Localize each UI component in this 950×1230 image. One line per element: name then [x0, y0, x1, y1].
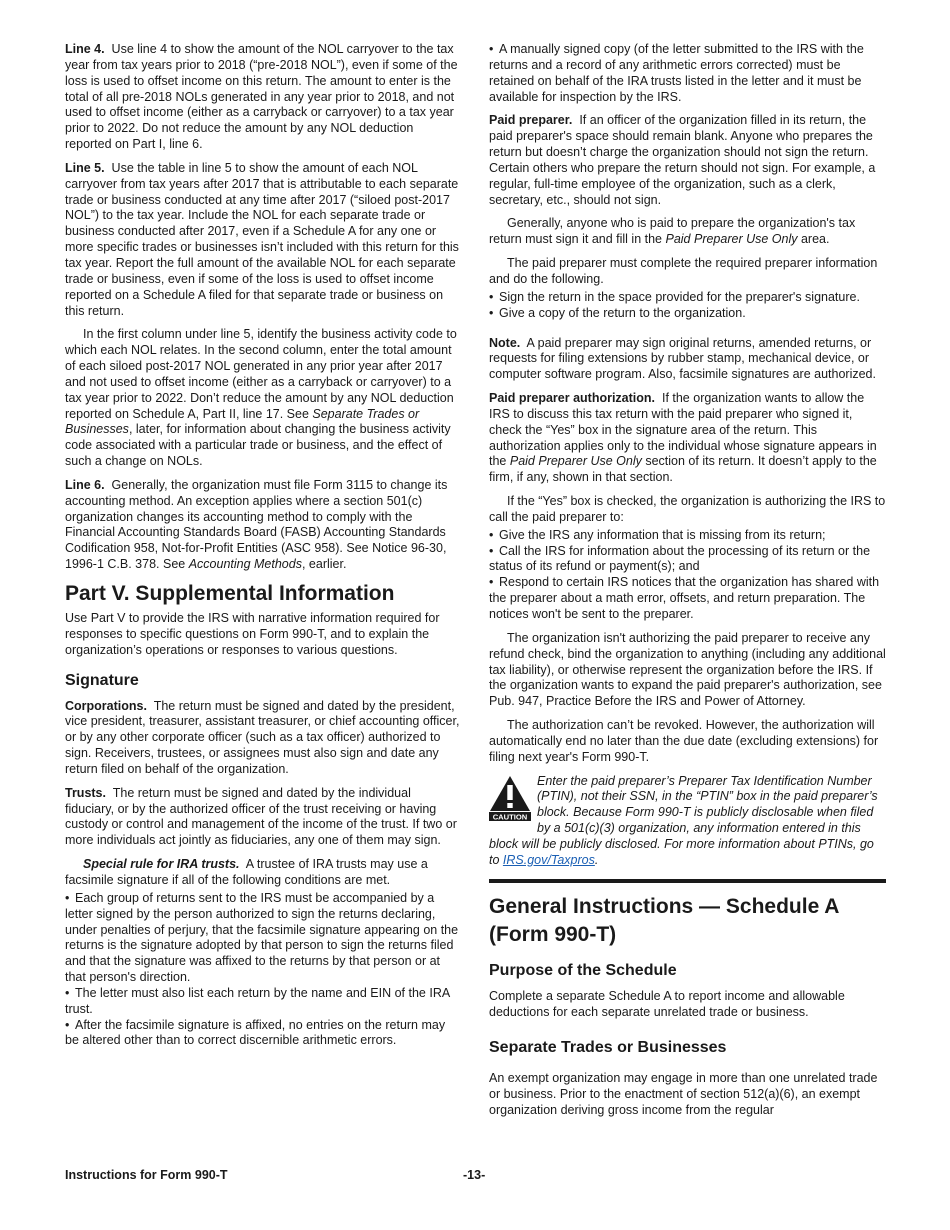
ppa-bullet-1: • Give the IRS any information that is missing from its return; — [489, 528, 886, 544]
purpose-paragraph: Complete a separate Schedule A to report income and allowable deductions for each separate unrelated trade or business. — [489, 988, 845, 1019]
caution-box — [489, 774, 886, 869]
line6-tail: , earlier. — [301, 557, 347, 572]
paid-preparer-heading: Paid preparer. — [489, 113, 573, 128]
ppa-paragraph — [489, 391, 886, 486]
ira-bullet-3: • After the facsimile signature is affixed, no entries on the return may be altered other than to correct discernible arithmetic errors. — [65, 1018, 462, 1050]
ira-text: A trustee of IRA trusts may use a facsimile signature if all of the following conditions are met. — [65, 857, 428, 887]
caution-icon — [489, 775, 531, 821]
line5-detail-ref: Separate Trades or Businesses — [65, 406, 420, 437]
note-text: A paid preparer may sign original returns, amended returns, or requests for filing extensions by rubber stamp, mechanical device, or computer software program. Also, facsimile signatures are authorized. — [489, 335, 876, 382]
line6-paragraph — [65, 478, 462, 573]
manual-copy-bullet: • A manually signed copy (of the letter submitted to the IRS with the returns and a record of any arithmetic errors corrected) must be retained on behalf of the IRA trusts listed in the letter and it must be available for inspection by the IRS. — [489, 42, 886, 105]
ira-heading — [83, 857, 240, 871]
signature-title: Signature — [65, 671, 139, 689]
ppa-heading: Paid preparer authorization. — [489, 391, 656, 406]
pp-sign-text-a: Generally, anyone who is paid to prepare the organization's tax return must sign it and fill in the — [489, 216, 856, 247]
corporations-paragraph — [65, 699, 462, 778]
paid-preparer-text: If an officer of the organization filled in its return, the paid preparer's space should remain blank. Anyone who prepares the return but doesn’t charge the organization should not sign the return. Certain others who prepare the return should not sign. For example, a regular, full-time employee of the organization, such as a clerk, secretary, etc., should not sign. — [489, 113, 876, 207]
ira-heading-text: Special rule for IRA trusts. — [83, 857, 240, 872]
line6-heading: Line 6. — [65, 477, 105, 492]
line5-detail-paragraph — [65, 327, 462, 470]
ppa-yes-paragraph: If the “Yes” box is checked, the organization is authorizing the IRS to call the paid preparer to: — [489, 494, 886, 524]
paid-preparer-sign-paragraph — [489, 216, 886, 248]
line5-detail-text-a: In the first column under line 5, identify the business activity code to which each NOL relates. In the second column, enter the total amount of each siloed post-2017 NOL generated in any prior year after 2017 and not used to offset income (either as a carryback or carryover) to a tax year prior to 2022. Don’t reduce the amount by any NOL deduction reported on Schedule A, Part II, line 17. See — [65, 327, 457, 421]
right-column — [489, 42, 886, 1127]
footer-page-number: -13- — [463, 1168, 486, 1182]
caution-text: Enter the paid preparer’s Preparer Tax Identification Number (PTIN), not their SSN, in the “PTIN” box in the paid preparer’s block. Because Form 990-T is publicly disclosable when filed by a 501(c)(3) organization, any information entered in this block will be publicly disclosed. For more information about PTINs, go to — [489, 773, 878, 867]
pp-sign-text-b: area. — [797, 232, 830, 247]
corporations-text: The return must be signed and dated by the president, vice president, treasurer, assistant treasurer, or chief accounting officer, or by any other corporate officer (such as a tax officer) authorized to sign. Receivers, trustees, or assignees must also sign and date any return filed on behalf of the organization. — [65, 698, 460, 776]
note-heading: Note. — [489, 335, 521, 350]
line6-text: Generally, the organization must file Form 3115 to change its accounting method. An exception applies where a section 501(c) organization changes its accounting method to comply with the Financial Accounting Standards Board (FASB) Accounting Standards Codification 958, Not-for-Profit Entities (ASC 958). See Notice 96-30, 1996-1 C.B. 378. See — [65, 477, 448, 572]
line5-text: Use the table in line 5 to show the amount of each NOL carryover from tax years after 2017 that is attributable to each separate trade or business conducted at any time after 2017 (“siloed post-2017 NOL”) to the tax year. Include the NOL for each separate trade or business conducted after 2017, even if a Schedule A for any one or more specific trades or businesses isn’t included with this return for this tax year. Report the full amount of the available NOL for each separate trade or business, even if some of the loss is used to offset income reported on a Schedule A filed for that separate trade or business on this return. — [65, 160, 459, 318]
caution-paragraph — [489, 774, 886, 869]
caution-end: . — [594, 852, 599, 867]
line4-paragraph — [65, 42, 462, 153]
corporations-heading: Corporations. — [65, 698, 147, 713]
trusts-paragraph — [65, 786, 462, 849]
section-divider — [489, 879, 886, 883]
ppa-text-b: section of its return. It doesn’t apply to the firm, if any, shown in that section. — [489, 454, 877, 485]
part5-title: Part V. Supplemental Information — [65, 582, 395, 605]
ppa-bullet-3: • Respond to certain IRS notices that the organization has shared with the preparer about a math error, offsets, and return preparation. The notices won't be sent to the preparer. — [489, 575, 886, 623]
ira-bullet-2: • The letter must also list each return by the name and EIN of the IRA trust. — [65, 986, 462, 1018]
ira-bullet-1: • Each group of returns sent to the IRS must be accompanied by a letter signed by the person authorized to sign the returns declaring, under penalties of perjury, that the facsimile signature appearing on the returns is the signature adopted by that person to sign the returns filed and that the signature was affixed to the returns by that person or at that person's direction. — [65, 891, 462, 986]
left-column — [65, 42, 462, 1049]
line4-text: Use line 4 to show the amount of the NOL carryover to the tax year from tax years prior to 2018 (“pre-2018 NOL”), even if some of the loss is used to offset income on this return. The amount to enter is the total of all pre-2018 NOLs generated in any year prior to 2018, and not used to offset income (either as a carryback or carryover) to a tax year prior to 2022. Do not reduce the amount by any NOL deduction reported on Part I, line 6. — [65, 42, 458, 152]
line5-heading: Line 5. — [65, 160, 105, 175]
ppa-ref: Paid Preparer Use Only — [509, 454, 642, 469]
caution-label: CAUTION — [492, 812, 528, 821]
ira-paragraph — [65, 857, 462, 889]
trusts-text: The return must be signed and dated by the individual fiduciary, or by the authorized officer of the trust receiving or having custody or control and management of the income of the trust. If two or more individuals act jointly as fiduciaries, any one of them may sign. — [65, 785, 457, 848]
trusts-heading: Trusts. — [65, 785, 106, 800]
line5-paragraph — [65, 161, 462, 319]
separate-trades-paragraph: An exempt organization may engage in more than one unrelated trade or business. Prior to the enactment of section 512(a)(6), an exempt organization deriving gross income from the regular — [489, 1071, 878, 1118]
purpose-title: Purpose of the Schedule — [489, 961, 677, 979]
ppa-revocation-paragraph: The authorization can’t be revoked. However, the authorization will automatically end no later than the due date (excluding extensions) for filing next year's Form 990-T. — [489, 718, 879, 764]
line5-detail-text-b: , later, for information about changing the business activity code associated with a particular trade or business, and the effect of such a change on NOLs. — [65, 422, 451, 469]
ppa-bullet-2: • Call the IRS for information about the processing of its return or the status of its refund or payment(s); and — [489, 544, 886, 576]
line6-ref: Accounting Methods — [188, 557, 302, 572]
line4-heading: Line 4. — [65, 42, 105, 56]
ppa-text-a: If the organization wants to allow the IRS to discuss this tax return with the paid preparer who signed it, check the “Yes” box in the signature area of the return. This authorization applies only to the individual whose signature appears in the — [489, 391, 877, 469]
general-instructions-title: General Instructions — Schedule A (Form 990-T) — [489, 894, 839, 946]
footer-form-label: Instructions for Form 990-T — [65, 1168, 228, 1182]
page-footer — [65, 1168, 886, 1186]
pp-sign-ref: Paid Preparer Use Only — [665, 232, 798, 247]
note-paragraph — [489, 336, 886, 384]
ppa-limits-paragraph: The organization isn't authorizing the paid preparer to receive any refund check, bind the organization to anything (including any additional tax liability), or otherwise represent the organization before the IRS. If the organization wants to expand the paid preparer's authorization, see Pub. 947, Practice Before the IRS and Power of Attorney. — [489, 630, 886, 709]
separate-trades-title: Separate Trades or Businesses — [489, 1039, 727, 1057]
irs-taxpros-link[interactable]: IRS.gov/Taxpros — [502, 852, 595, 867]
paid-preparer-paragraph — [489, 113, 886, 208]
part5-paragraph: Use Part V to provide the IRS with narrative information required for responses to specific questions on Form 990-T, and to explain the organization’s operations or responses to various questions. — [65, 611, 440, 657]
pp-bullet-2: • Give a copy of the return to the organization. — [489, 306, 886, 322]
pp-bullet-1: • Sign the return in the space provided for the preparer's signature. — [489, 290, 886, 306]
paid-preparer-duties-paragraph: The paid preparer must complete the required preparer information and do the following. — [489, 256, 878, 286]
